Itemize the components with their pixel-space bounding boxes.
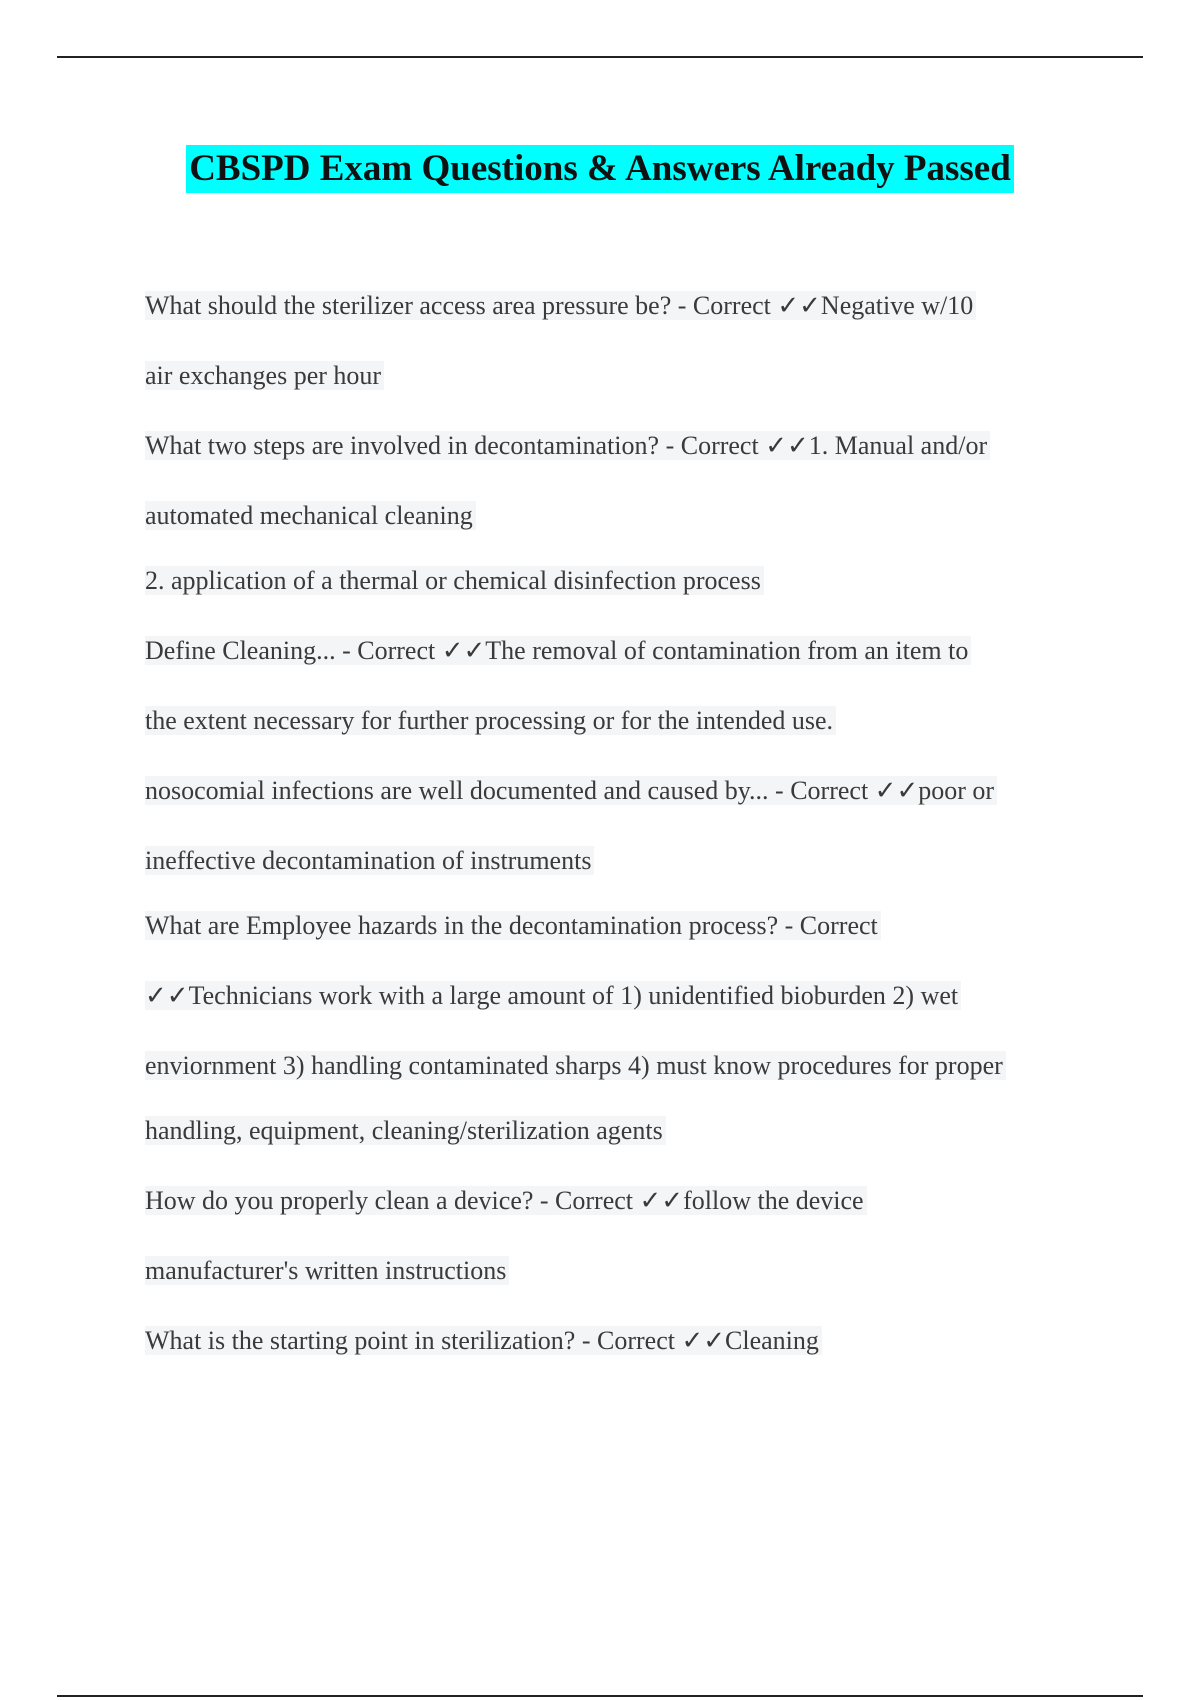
text-line: the extent necessary for further processing or for the intended use. [145,703,836,739]
text-line: manufacturer's written instructions [145,1253,509,1289]
text-line: ineffective decontamination of instruments [145,843,594,879]
text-line: air exchanges per hour [145,358,384,394]
header-rule [57,56,1143,58]
text-line: enviornment 3) handling contaminated sharps 4) must know procedures for proper [145,1048,1006,1084]
text-line: ✓✓Technicians work with a large amount of 1) unidentified bioburden 2) wet [145,978,961,1014]
document-title: CBSPD Exam Questions & Answers Already Passed [186,145,1014,193]
text-line: Define Cleaning... - Correct ✓✓The removal of contamination from an item to [145,633,971,669]
text-line: 2. application of a thermal or chemical disinfection process [145,563,764,599]
text-line: nosocomial infections are well documented and caused by... - Correct ✓✓poor or [145,773,997,809]
text-line: What two steps are involved in decontamination? - Correct ✓✓1. Manual and/or [145,428,990,464]
text-line: What are Employee hazards in the decontamination process? - Correct [145,908,881,944]
text-line: automated mechanical cleaning [145,498,476,534]
text-line: How do you properly clean a device? - Correct ✓✓follow the device [145,1183,867,1219]
title-container [0,145,1200,193]
text-line: handling, equipment, cleaning/sterilization agents [145,1113,666,1149]
text-line: What should the sterilizer access area pressure be? - Correct ✓✓Negative w/10 [145,288,976,324]
footer-rule [57,1695,1143,1697]
text-line: What is the starting point in sterilization? - Correct ✓✓Cleaning [145,1323,822,1359]
